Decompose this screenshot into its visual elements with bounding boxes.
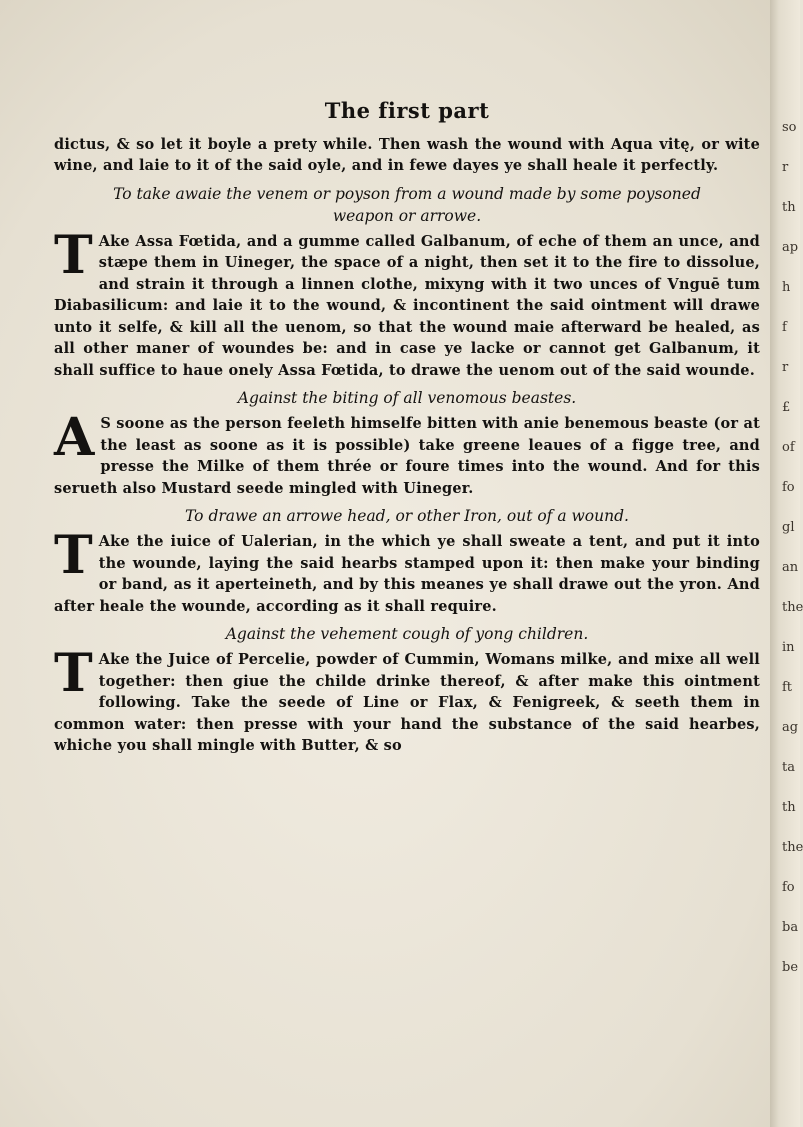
facing-page-fragment: f [782, 320, 787, 335]
facing-page-fragment: the [782, 840, 803, 855]
facing-page-fragment: of [782, 440, 795, 455]
section-heading: Against the biting of all venomous beastes. [237, 389, 577, 407]
facing-page-edge [782, 120, 803, 975]
section-body: Ake the iuice of Ualerian, in the which ye shall sweate a tent, and put it into the wounde, laying the said hearbs stamped upon it: then make your binding or band, as it aperteineth, and by this meanes ye shall drawe out the yron. And after heale the wounde, according as it shall require. [54, 533, 760, 615]
section-heading: Against the vehement cough of yong children. [225, 625, 589, 643]
facing-page-fragment: ap [782, 240, 799, 255]
section-venomous-beasts [54, 387, 760, 499]
section-heading: To take awaie the venem or poyson from a wound made by some poysoned weapon or arrowe. [113, 184, 701, 225]
facing-page-fragment: the [782, 600, 803, 615]
book-page [54, 70, 760, 763]
intro-paragraph: dictus, & so let it boyle a prety while. Then wash the wound with Aqua vitę, or wite wine, and laie to it of the said oyle, and in fewe dayes ye shall heale it perfectly. [54, 135, 760, 174]
running-head: The first part [324, 98, 490, 123]
facing-page-fragment: fo [782, 480, 795, 495]
facing-page-fragment: th [782, 200, 796, 215]
facing-page-fragment: h [782, 280, 791, 295]
drop-cap: T [54, 224, 93, 286]
facing-page-fragment: fo [782, 880, 795, 895]
drop-cap: T [54, 525, 93, 586]
facing-page-fragment: gl [782, 520, 795, 535]
facing-page-fragment: so [782, 120, 797, 135]
facing-page-fragment: £ [782, 400, 791, 415]
drop-cap: A [54, 407, 95, 468]
section-children-cough [54, 623, 760, 757]
facing-page-fragment: ba [782, 920, 799, 935]
drop-cap: T [54, 643, 93, 704]
facing-page-fragment: an [782, 560, 799, 575]
facing-page-fragment: be [782, 960, 799, 975]
facing-page-fragment: ft [782, 680, 793, 695]
facing-page-fragment: th [782, 800, 796, 815]
section-body: S soone as the person feeleth himselfe bitten with anie benemous beaste (or at the least as soone as it is possible) take greene leaues of a figge tree, and presse the Milke of them thrée or foure times into the wound. And for this serueth also Mustard seede mingled with Uineger. [54, 415, 760, 497]
section-body: Ake the Juice of Percelie, powder of Cummin, Womans milke, and mixe all well together: then giue the childe drinke thereof, & after make this ointment following. Take the seede of Line or Flax, & Fenigreek, & seeth them in common water: then presse with your hand the substance of the said hearbes, whiche you shall mingle with Butter, & so [54, 651, 760, 754]
facing-page-fragment: in [782, 640, 795, 655]
facing-page-fragment: r [782, 360, 789, 375]
section-heading: To drawe an arrowe head, or other Iron, out of a wound. [185, 507, 629, 525]
section-poisoned-wound [54, 183, 760, 382]
section-body: Ake Assa Fœtida, and a gumme called Galbanum, of eche of them an unce, and stæpe them in Uineger, the space of a night, then set it to the fire to dissolue, and strain it through a linnen clothe, mixyng with it two unces of Vnguē tum Diabasilicum: and laie it to the wound, & incontinent the said ointment will drawe unto it selfe, & kill all the uenom, so that the wound maie afterward be healed, as all other maner of woundes be: and in case ye lacke or cannot get Galbanum, it shall suffice to haue onely Assa Fœtida, to drawe the uenom out of the said wounde. [54, 232, 760, 379]
facing-page-fragment: ag [782, 720, 799, 735]
section-arrow-head [54, 505, 760, 617]
facing-page-fragment: ta [782, 760, 795, 775]
facing-page-fragment: r [782, 160, 789, 175]
